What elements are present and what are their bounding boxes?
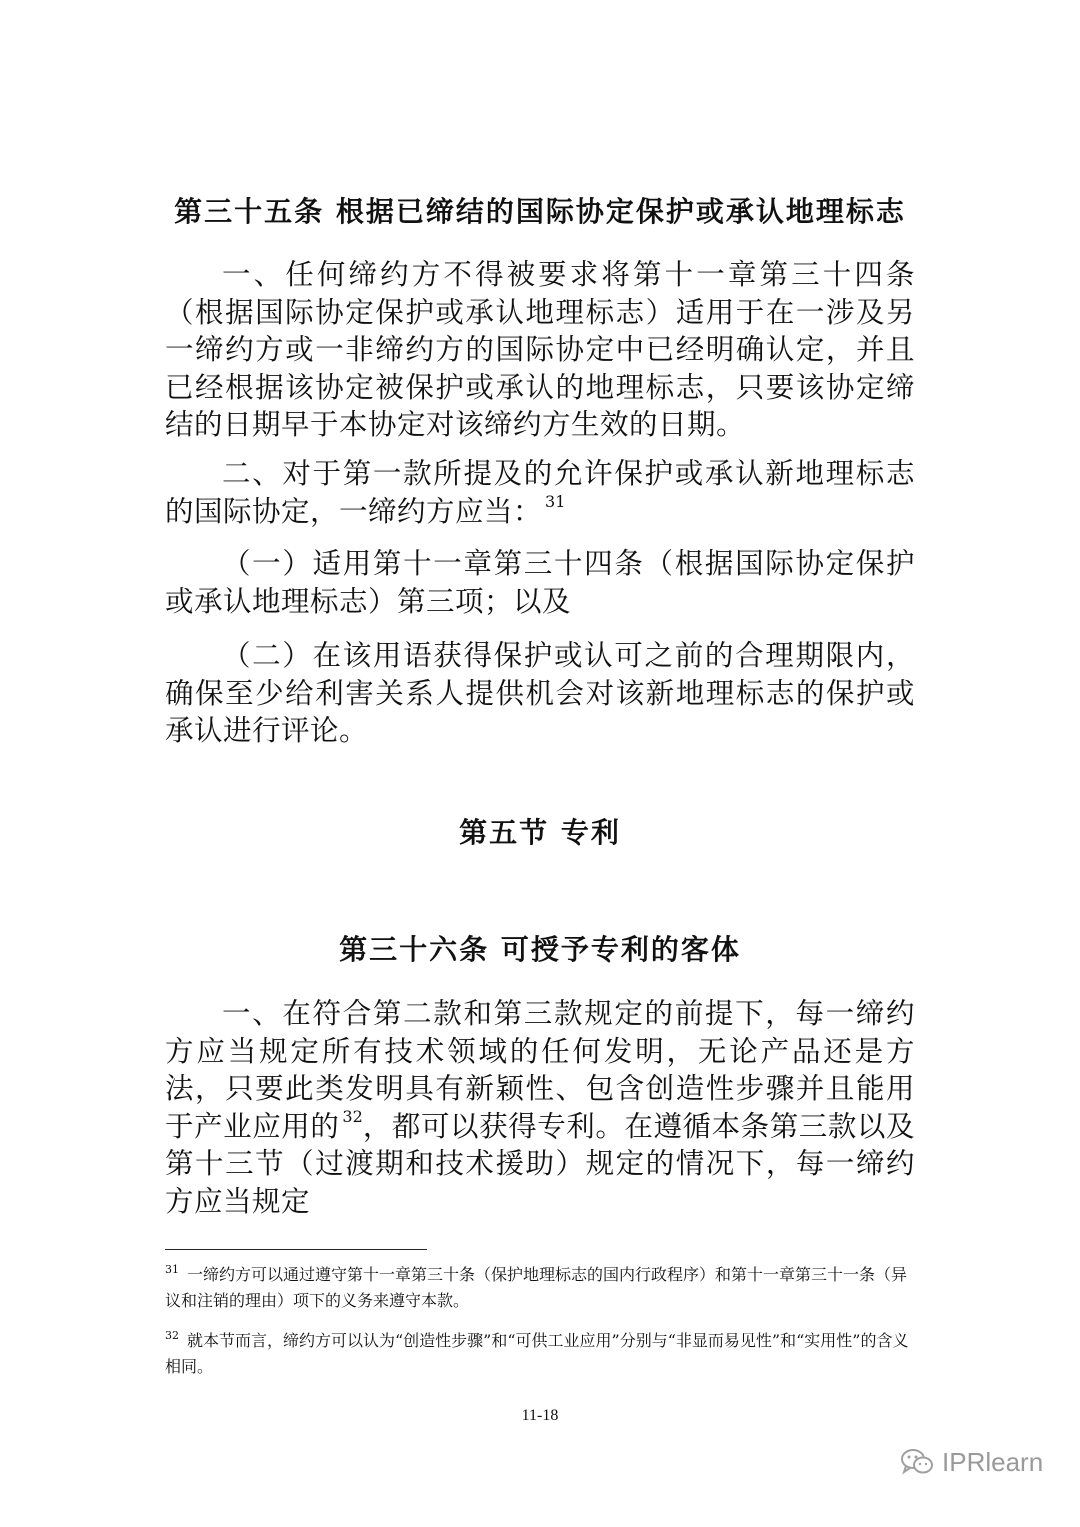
watermark bbox=[900, 1442, 1043, 1482]
section-5-title: 第五节 专利 bbox=[459, 816, 621, 849]
footnote-ref-31: 31 bbox=[545, 491, 566, 511]
article-36-title: 第三十六条 可授予专利的客体 bbox=[339, 933, 741, 966]
article-35-title: 第三十五条 根据已缔结的国际协定保护或承认地理标志 bbox=[174, 195, 906, 228]
article-35-paragraph-2-text: 二、对于第一款所提及的允许保护或承认新地理标志的国际协定，一缔约方应当： bbox=[165, 457, 915, 528]
footnote-32 bbox=[165, 1328, 915, 1380]
article-35-paragraph-2 bbox=[165, 455, 915, 530]
article-35-paragraph-1: 一、任何缔约方不得被要求将第十一章第三十四条（根据国际协定保护或承认地理标志）适用于在一涉及另一缔约方或一非缔约方的国际协定中已经明确认定，并且已经根据该协定被保护或承认的地理标志，只要该协定缔结的日期早于本协定对该缔约方生效的日期。 bbox=[165, 258, 915, 441]
watermark-text: IPRlearn bbox=[942, 1446, 1044, 1477]
footnote-ref-32: 32 bbox=[342, 1106, 363, 1126]
article-35-item-2: （二）在该用语获得保护或认可之前的合理期限内，确保至少给利害关系人提供机会对该新地理标志的保护或承认进行评论。 bbox=[165, 639, 915, 747]
article-36-paragraph-1 bbox=[165, 995, 915, 1220]
footnote-31 bbox=[165, 1262, 915, 1314]
article-36-paragraph-1-part-b: ，都可以获得专利。在遵循本条第三款以及第十三节（过渡期和技术援助）规定的情况下，每一缔约方应当规定 bbox=[165, 1109, 915, 1218]
page-number: 11-18 bbox=[521, 1407, 559, 1424]
footnote-separator bbox=[165, 1249, 427, 1250]
wechat-icon bbox=[900, 1447, 934, 1477]
footnote-32-number: 32 bbox=[165, 1329, 179, 1342]
article-36-paragraph-1-part-a: 一、在符合第二款和第三款规定的前提下，每一缔约方应当规定所有技术领域的任何发明，无论产品还是方法，只要此类发明具有新颖性、包含创造性步骤并且能用于产业应用的 bbox=[165, 997, 915, 1143]
footnote-32-text: 就本节而言，缔约方可以认为“创造性步骤”和“可供工业应用”分别与“非显而易见性”和“实用性”的含义相同。 bbox=[165, 1331, 909, 1376]
footnote-31-number: 31 bbox=[165, 1263, 179, 1276]
article-35-item-1: （一）适用第十一章第三十四条（根据国际协定保护或承认地理标志）第三项；以及 bbox=[165, 547, 915, 618]
footnote-31-text: 一缔约方可以通过遵守第十一章第三十条（保护地理标志的国内行政程序）和第十一章第三十一条（异议和注销的理由）项下的义务来遵守本款。 bbox=[165, 1265, 908, 1310]
